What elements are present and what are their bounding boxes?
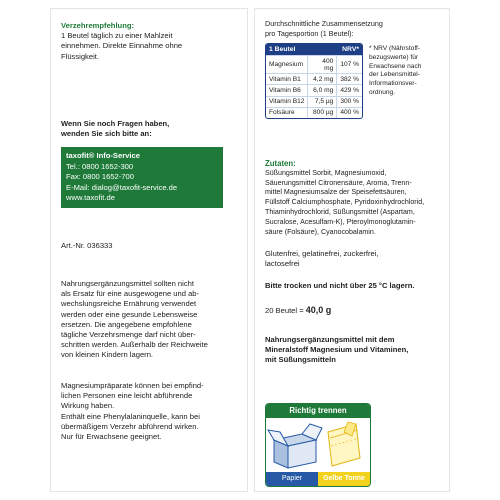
free-from-line: lactosefrei [265, 259, 300, 269]
product-line: mit Süßungsmitteln [265, 355, 336, 365]
recycling-icon [266, 418, 370, 472]
table-row [266, 96, 362, 107]
ingredients-title: Zutaten: [265, 159, 296, 168]
free-from-line: Glutenfrei, gelatinefrei, zuckerfrei, [265, 249, 379, 258]
magnesium-line: lichen Personen eine leicht abführende [61, 391, 193, 401]
storage-note: Bitte trocken und nicht über 25 °C lagern. [265, 281, 415, 290]
ingredients-line: Säuerungsmittel Citronensäure, Aroma, Trenn- [265, 178, 412, 187]
nutrient-name: Vitamin B6 [266, 85, 308, 96]
nrv-footnote [369, 45, 443, 98]
magnesium-line: Enthält eine Phenylalaninquelle, kann bei [61, 411, 200, 421]
nutrient-amount: 7,5 µg [308, 96, 337, 107]
portion-label: 20 Beutel = [265, 306, 306, 315]
magnesium-line: Nur für Erwachsene geeignet. [61, 432, 162, 442]
table-row [266, 107, 362, 118]
magnesium-line: übermäßigem Verzehr abführend wirken. [61, 421, 199, 431]
right-panel [254, 8, 450, 492]
dosage-title: Verzehrempfehlung: [61, 21, 134, 30]
warning-line: Nahrungsergänzungsmittel sollten nicht [61, 279, 194, 288]
nutrient-name: Folsäure [266, 107, 308, 118]
nutrient-amount: 400 mg [308, 56, 337, 74]
portion-value: 40,0 g [305, 305, 332, 315]
left-panel [50, 8, 248, 492]
nutrient-nrv: 300 % [337, 96, 362, 107]
nutrition-table [265, 43, 363, 119]
question-line: wenden Sie sich bitte an: [61, 129, 152, 139]
nutrient-name: Vitamin B12 [266, 96, 308, 107]
dosage-line: einnehmen. Direkte Einnahme ohne [61, 41, 183, 51]
nutrient-name: Magnesium [266, 56, 308, 74]
recycling-labels [266, 472, 370, 486]
nutrient-nrv: 107 % [337, 56, 362, 74]
recycling-title: Richtig trennen [266, 404, 370, 418]
free-from-section [265, 249, 441, 269]
footnote-line: ordnung. [369, 88, 396, 96]
ingredients-section [265, 159, 441, 237]
warning-line: tägliche Verzehrsmenge darf nicht über- [61, 330, 196, 340]
nutrient-amount: 4,2 mg [308, 74, 337, 85]
footnote-line: bezugswerte) für [369, 53, 419, 61]
question-section [61, 119, 239, 139]
dosage-section [61, 21, 239, 62]
warning-line: wechslungsreiche Ernährung verwendet [61, 299, 197, 309]
ingredients-line: Sucralose, Acesulfam-K), Pteroylmonoglutamin- [265, 217, 416, 226]
ingredients-line: mittel Magnesiumsalze der Speisefettsäuren, [265, 188, 407, 197]
nutrient-nrv: 400 % [337, 107, 362, 118]
warning-line: schritten werden. Außerhalb der Reichweite [61, 340, 208, 350]
table-header-portion: 1 Beutel [266, 44, 337, 56]
warning-section [61, 279, 239, 361]
portion-info [265, 305, 441, 316]
table-row [266, 74, 362, 85]
product-line: Mineralstoff Magnesium und Vitaminen, [265, 345, 409, 355]
service-email[interactable]: E-Mail: dialog@taxofit-service.de [66, 182, 178, 192]
dosage-line: Flüssigkeit. [61, 51, 99, 61]
service-web[interactable]: www.taxofit.de [66, 193, 115, 203]
product-description [265, 335, 441, 366]
warning-line: werden oder eine gesunde Lebensweise [61, 309, 198, 319]
composition-line: pro Tagesportion (1 Beutel): [265, 28, 354, 38]
nutrient-amount: 800 µg [308, 107, 337, 118]
gelbe-tonne-label: Gelbe Tonne [318, 472, 370, 486]
warning-line: ersetzen. Die angegebene empfohlene [61, 319, 192, 329]
ingredients-line: Füllstoff Calciumphosphate, Pyridoxinhydrochlorid, [265, 198, 425, 207]
ingredients-line: Thiaminhydrochlorid, Süßungsmittel (Aspartam, [265, 207, 415, 216]
warning-line: als Ersatz für eine ausgewogene und ab- [61, 289, 200, 299]
composition-heading [265, 19, 441, 38]
service-tel: Tel.: 0800 1652-300 [66, 161, 134, 171]
nutrient-nrv: 429 % [337, 85, 362, 96]
magnesium-line: Wirkung haben. [61, 401, 115, 411]
table-header-nrv: NRV* [337, 44, 362, 56]
footnote-line: * NRV (Nährstoff- [369, 45, 421, 52]
magnesium-section [61, 381, 239, 442]
article-number: Art.-Nr. 036333 [61, 241, 113, 250]
nutrient-name: Vitamin B1 [266, 74, 308, 85]
recycling-illustration [266, 418, 370, 472]
service-title: taxofit® Info-Service [66, 151, 140, 160]
table-row [266, 85, 362, 96]
nutrient-nrv: 382 % [337, 74, 362, 85]
service-fax: Fax: 0800 1652-700 [66, 172, 134, 182]
recycling-panel [265, 403, 371, 487]
footnote-line: Informationsver- [369, 80, 417, 88]
table-row [266, 56, 362, 74]
footnote-line: Erwachsene nach [369, 62, 422, 70]
footnote-line: der Lebensmittel- [369, 71, 420, 79]
ingredients-line: säure (Folsäure), Cyanocobalamin. [265, 227, 376, 236]
warning-line: von kleinen Kindern lagern. [61, 350, 154, 360]
product-line: Nahrungsergänzungsmittel mit dem [265, 335, 395, 344]
magnesium-line: Magnesiumpräparate können bei empfind- [61, 381, 204, 390]
ingredients-line: Süßungsmittel Sorbit, Magnesiumoxid, [265, 168, 387, 177]
papier-label: Papier [266, 472, 318, 486]
nutrient-amount: 6,0 mg [308, 85, 337, 96]
question-line: Wenn Sie noch Fragen haben, [61, 119, 170, 128]
composition-line: Durchschnittliche Zusammensetzung [265, 19, 383, 28]
dosage-line: 1 Beutel täglich zu einer Mahlzeit [61, 31, 173, 41]
info-service-box [61, 147, 223, 208]
